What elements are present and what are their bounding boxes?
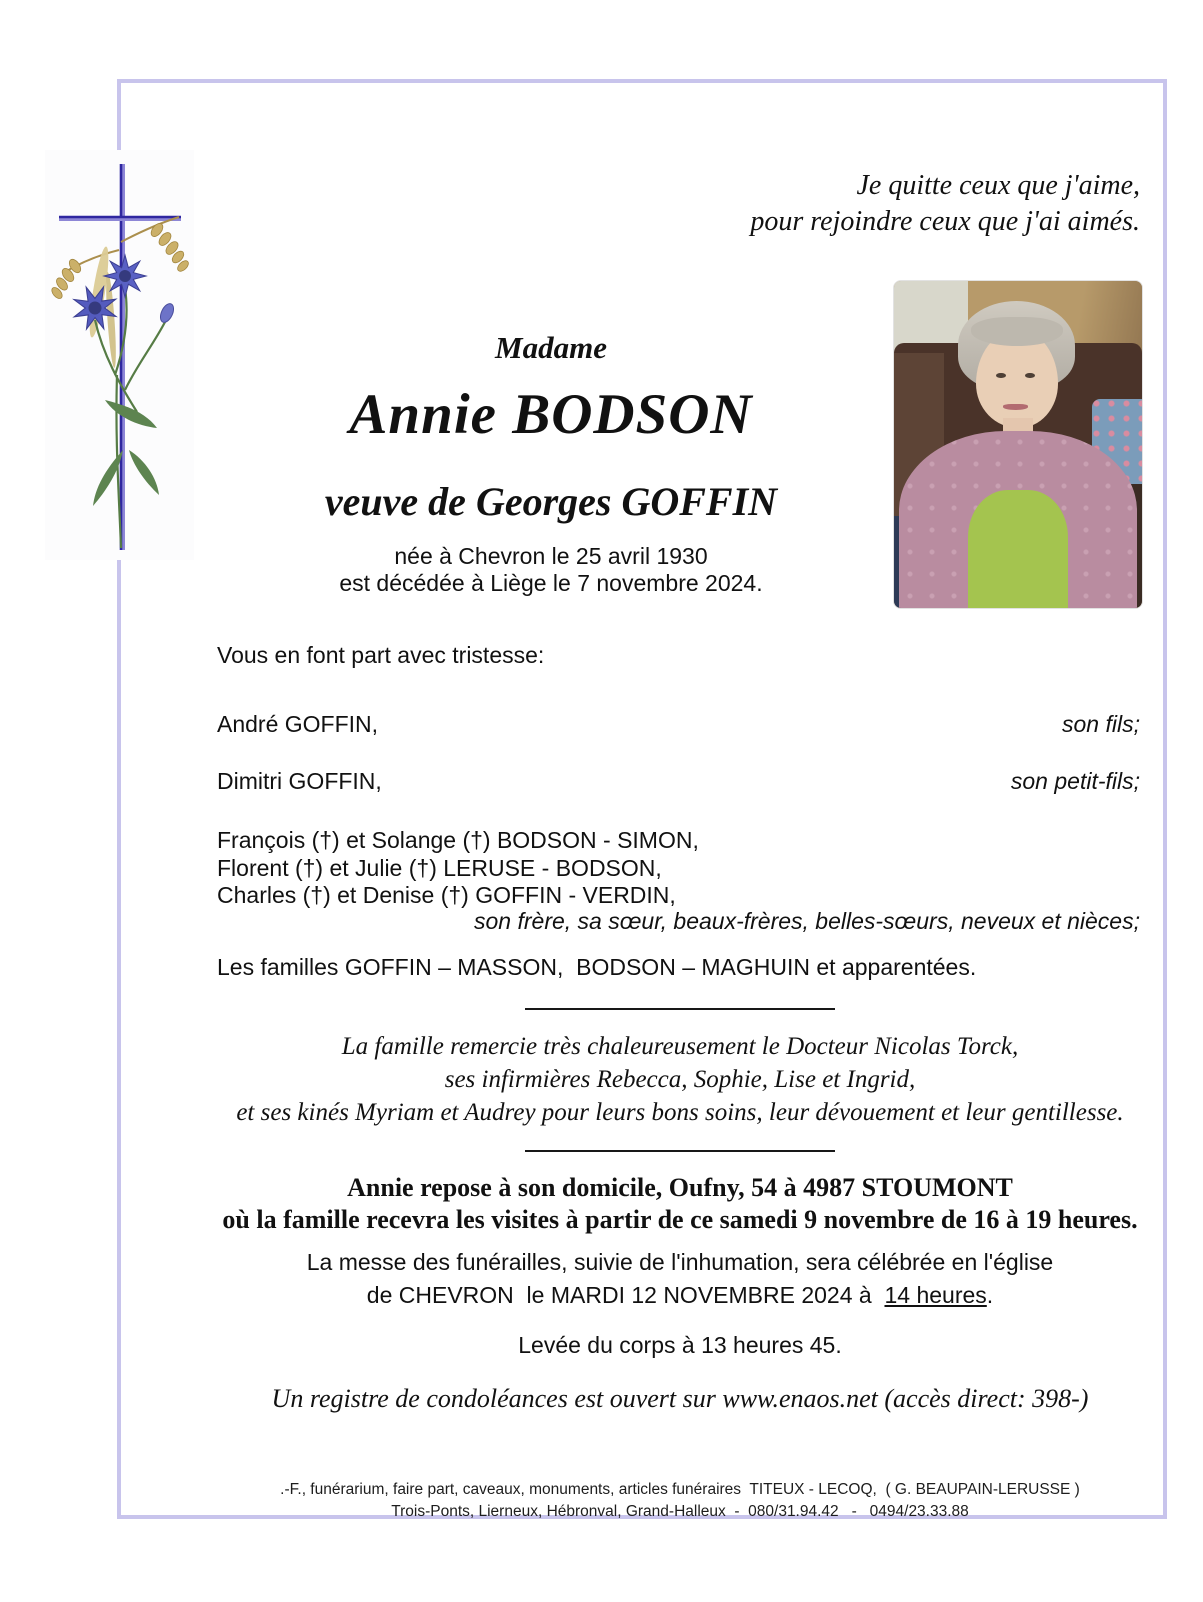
mass-line-2 <box>190 1279 1170 1312</box>
relatives-line: François (†) et Solange (†) BODSON - SIMON, <box>217 827 699 853</box>
mass-line-2-prefix: de CHEVRON le MARDI 12 NOVEMBRE 2024 à <box>366 1282 885 1308</box>
thanks-line: ses infirmières Rebecca, Sophie, Lise et Ingrid, <box>444 1066 916 1093</box>
deceased-name: Annie BODSON <box>349 383 753 446</box>
deceased-subtitle: veuve de Georges GOFFIN <box>324 479 778 524</box>
relatives-line: Charles (†) et Denise (†) GOFFIN - VERDIN, <box>217 882 676 908</box>
announcer-name: André GOFFIN, <box>217 711 379 737</box>
divider <box>525 1008 835 1010</box>
repose-block <box>190 1172 1170 1236</box>
announcer-name: Dimitri GOFFIN, <box>217 768 382 794</box>
thanks-line: et ses kinés Myriam et Audrey pour leurs bons soins, leur dévouement et leur gentillesse. <box>236 1099 1124 1126</box>
birth-line: née à Chevron le 25 avril 1930 <box>394 543 708 569</box>
relatives-line: Florent (†) et Julie (†) LERUSE - BODSON, <box>217 854 662 881</box>
memorial-quote <box>620 168 1140 240</box>
quote-line-1: Je quitte ceux que j'aime, <box>856 170 1140 201</box>
title-madame: Madame <box>495 330 607 365</box>
announcer-row <box>217 711 1140 738</box>
photo-mouth <box>1003 404 1028 410</box>
thanks-block <box>160 1030 1200 1129</box>
funeral-home-footer <box>190 1479 1170 1523</box>
announcer-row <box>217 768 1140 795</box>
mass-line-2-suffix: . <box>986 1282 994 1308</box>
relatives-relation: son frère, sa sœur, beaux-frères, belles-sœurs, neveux et nièces; <box>474 908 1140 934</box>
death-line: est décédée à Liège le 7 novembre 2024. <box>339 570 763 596</box>
portrait-photo <box>893 280 1143 609</box>
footer-line-1: .-F., funérarium, faire part, caveaux, monuments, articles funéraires TITEUX - LECOQ, ( G. BEAUPAIN-LERUSSE ) <box>280 1481 1080 1498</box>
photo-green-top <box>968 490 1067 608</box>
mass-line-1: La messe des funérailles, suivie de l'inhumation, sera célébrée en l'église <box>306 1249 1054 1275</box>
families-line: Les familles GOFFIN – MASSON, BODSON – MAGHUIN et apparentées. <box>217 954 977 980</box>
mass-time-underlined: 14 heures <box>884 1282 987 1308</box>
divider <box>525 1150 835 1152</box>
repose-line: Annie repose à son domicile, Oufny, 54 à 4987 STOUMONT <box>347 1173 1013 1202</box>
relatives-block <box>217 827 1140 910</box>
repose-line: où la famille recevra les visites à partir de ce samedi 9 novembre de 16 à 19 heures. <box>222 1205 1138 1234</box>
mass-block <box>190 1246 1170 1312</box>
announcer-relation: son petit-fils; <box>1010 768 1140 794</box>
footer-line-2: Trois-Ponts, Lierneux, Hébronval, Grand-Halleux - 080/31.94.42 - 0494/23.33.88 <box>391 1503 969 1520</box>
birth-death-lines <box>217 543 885 597</box>
cross-icon <box>45 150 194 560</box>
cross-flowers-illustration <box>45 150 194 560</box>
thanks-line: La famille remercie très chaleureusement le Docteur Nicolas Torck, <box>341 1033 1019 1060</box>
photo-eye-right <box>1025 373 1035 378</box>
levee-line: Levée du corps à 13 heures 45. <box>518 1332 842 1358</box>
announcer-relation: son fils; <box>1062 711 1140 737</box>
quote-line-2: pour rejoindre ceux que j'ai aimés. <box>750 206 1140 237</box>
intro-line: Vous en font part avec tristesse: <box>217 642 545 668</box>
register-line: Un registre de condoléances est ouvert sur www.enaos.net (accès direct: 398-) <box>271 1384 1089 1413</box>
photo-eye-left <box>996 373 1006 378</box>
cornflower-icon <box>104 255 146 297</box>
